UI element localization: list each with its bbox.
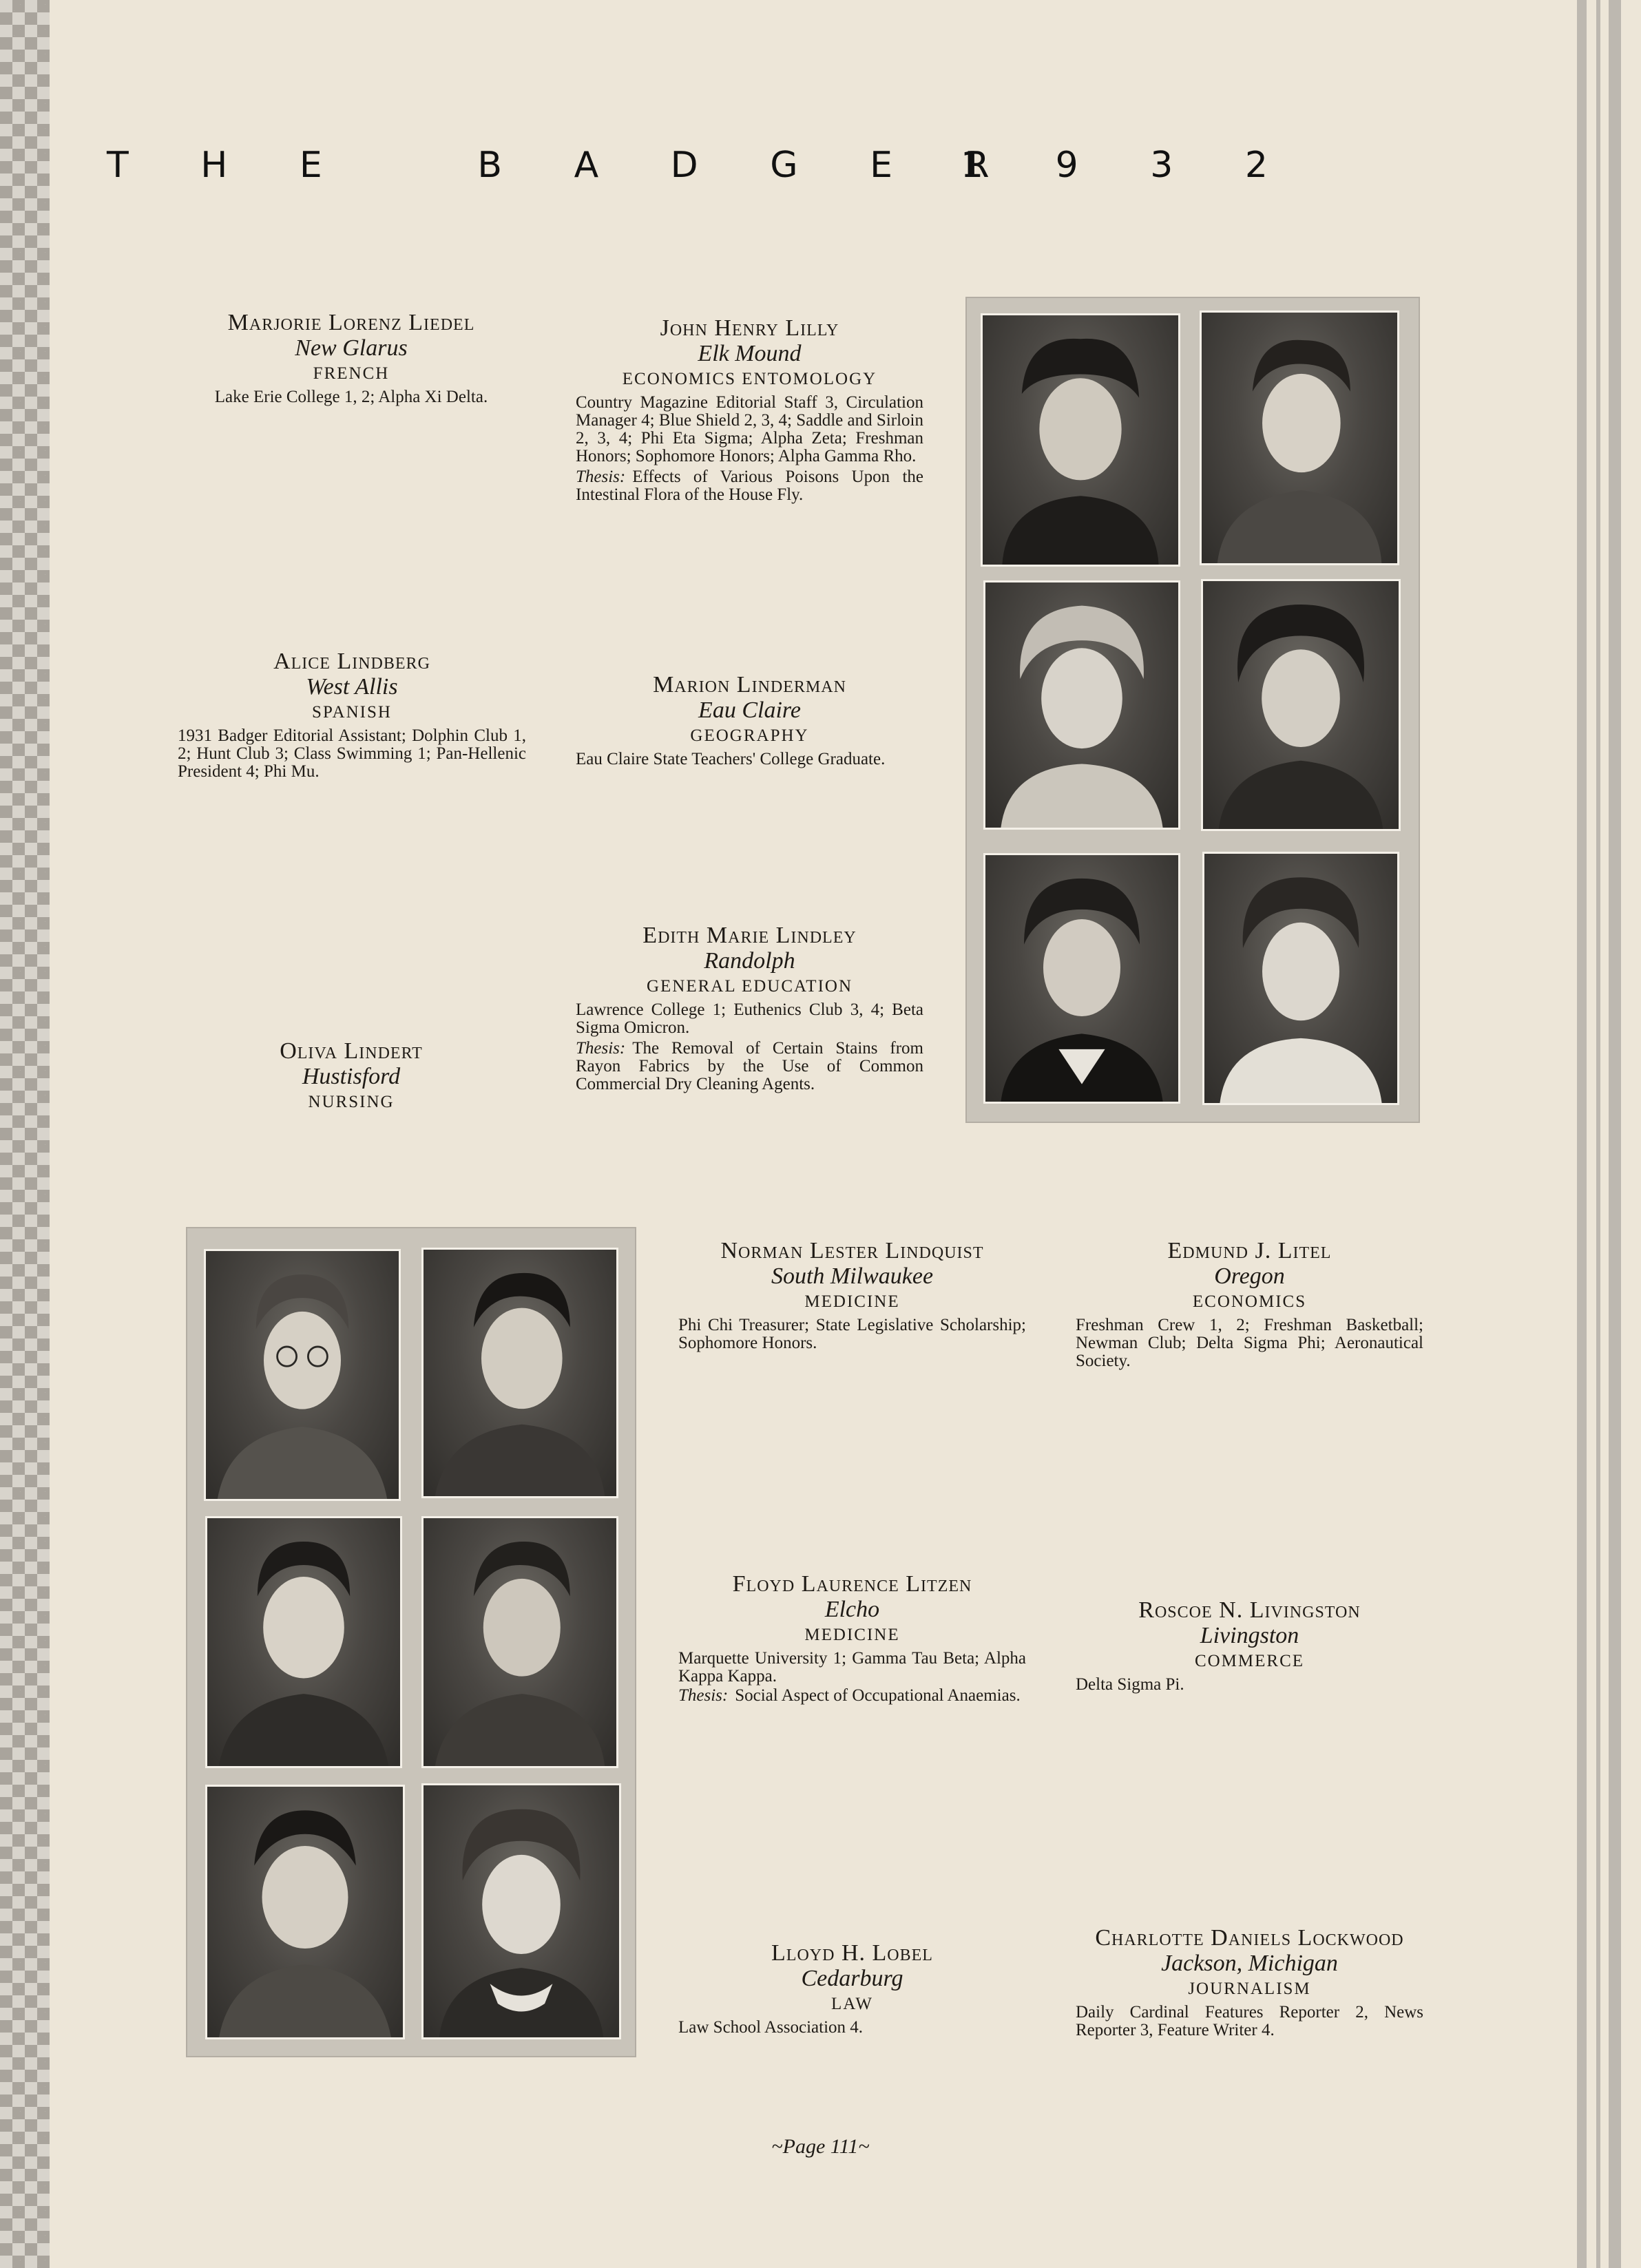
- student-name: Marjorie Lorenz Liedel: [227, 310, 475, 335]
- student-major: ECONOMICS ENTOMOLOGY: [622, 370, 877, 388]
- student-activities: Daily Cardinal Features Reporter 2, News Reporter 3, Feature Writer 4.: [1076, 2003, 1423, 2039]
- student-hometown: Hustisford: [302, 1064, 401, 1089]
- running-year: 1 9 3 2: [961, 145, 1298, 186]
- photo-grid-bottom: [186, 1227, 636, 2057]
- student-thesis: [576, 1040, 923, 1093]
- portrait-photo: [983, 580, 1180, 830]
- student-name: Edith Marie Lindley: [642, 923, 857, 948]
- student-entry: [678, 1238, 1026, 1352]
- student-activities: Law School Association 4.: [678, 2018, 864, 2037]
- right-border-rule-inner: [1596, 0, 1600, 2268]
- student-entry: [576, 315, 923, 504]
- student-activities: Marquette University 1; Gamma Tau Beta; Alpha Kappa Kappa.: [678, 1649, 1026, 1686]
- student-major: GENERAL EDUCATION: [646, 977, 853, 996]
- student-entry: [678, 1571, 1026, 1705]
- student-major: COMMERCE: [1194, 1652, 1305, 1670]
- student-hometown: Cedarburg: [801, 1966, 903, 1991]
- student-activities: Delta Sigma Pi.: [1076, 1675, 1184, 1694]
- student-thesis: [576, 468, 923, 504]
- student-activities: Phi Chi Treasurer; State Legislative Scholarship; Sophomore Honors.: [678, 1316, 1026, 1352]
- decorative-left-border: [0, 0, 50, 2268]
- student-major: MEDICINE: [804, 1626, 900, 1644]
- student-hometown: New Glarus: [295, 335, 408, 361]
- portrait-photo: [205, 1785, 405, 2039]
- student-activities: Country Magazine Editorial Staff 3, Circulation Manager 4; Blue Shield 2, 3, 4; Saddle and Sirloin 2, 3, 4; Phi Eta Sigma; Alpha Zeta; Freshman Honors; Sophomore Honors; Alpha Gamma Rho.: [576, 393, 923, 465]
- student-activities: Eau Claire State Teachers' College Graduate.: [576, 750, 886, 768]
- thesis-title: Social Aspect of Occupational Anaemias.: [735, 1686, 1021, 1705]
- student-name: Roscoe N. Livingston: [1138, 1597, 1361, 1623]
- student-entry: [1076, 1925, 1423, 2039]
- portrait-photo: [205, 1516, 402, 1768]
- student-hometown: South Milwaukee: [771, 1263, 934, 1289]
- portrait-photo: [421, 1783, 621, 2039]
- student-major: GEOGRAPHY: [690, 726, 809, 745]
- student-hometown: Eau Claire: [698, 697, 801, 723]
- student-activities: Lawrence College 1; Euthenics Club 3, 4; Beta Sigma Omicron.: [576, 1000, 923, 1037]
- portrait-photo: [204, 1249, 401, 1501]
- student-hometown: Randolph: [704, 948, 795, 974]
- student-hometown: Jackson, Michigan: [1161, 1951, 1338, 1976]
- student-entry: [576, 923, 923, 1093]
- student-entry: [172, 310, 530, 406]
- student-name: Charlotte Daniels Lockwood: [1095, 1925, 1404, 1951]
- student-hometown: Livingston: [1200, 1623, 1299, 1648]
- student-entry: [207, 1038, 496, 1114]
- student-major: JOURNALISM: [1188, 1980, 1311, 1998]
- student-major: MEDICINE: [804, 1292, 900, 1311]
- student-activities: Freshman Crew 1, 2; Freshman Basketball; Newman Club; Delta Sigma Phi; Aeronautical Society.: [1076, 1316, 1423, 1370]
- right-border-rule-outer: [1609, 0, 1621, 2268]
- thesis-title: Effects of Various Poisons Upon the Intestinal Flora of the House Fly.: [576, 468, 923, 504]
- student-major: FRENCH: [313, 364, 390, 383]
- student-hometown: Elk Mound: [698, 341, 802, 366]
- photo-grid-top: [965, 297, 1420, 1123]
- portrait-photo: [983, 853, 1180, 1104]
- thesis-label: Thesis:: [576, 1039, 626, 1058]
- student-name: Marion Linderman: [653, 672, 846, 697]
- portrait-photo: [421, 1516, 618, 1768]
- running-title: T H E B A D G E R: [107, 145, 1020, 186]
- portrait-photo: [1202, 852, 1399, 1105]
- student-name: Norman Lester Lindquist: [720, 1238, 984, 1263]
- student-entry: [178, 649, 526, 781]
- student-name: Floyd Laurence Litzen: [732, 1571, 972, 1597]
- student-hometown: Elcho: [824, 1597, 880, 1622]
- student-name: John Henry Lilly: [660, 315, 839, 341]
- student-entry: [576, 672, 923, 768]
- student-major: LAW: [831, 1995, 873, 2013]
- portrait-photo: [421, 1248, 618, 1498]
- student-name: Lloyd H. Lobel: [771, 1940, 933, 1966]
- thesis-label: Thesis:: [576, 468, 626, 486]
- portrait-photo: [1201, 579, 1401, 831]
- student-name: Edmund J. Litel: [1167, 1238, 1332, 1263]
- student-major: SPANISH: [312, 703, 392, 722]
- student-thesis: [678, 1687, 1026, 1705]
- student-major: NURSING: [308, 1093, 395, 1111]
- right-border-rule: [1577, 0, 1587, 2268]
- thesis-label: Thesis:: [678, 1686, 729, 1705]
- student-entry: [1076, 1597, 1423, 1694]
- portrait-photo: [981, 313, 1180, 567]
- thesis-title: The Removal of Certain Stains from Rayon Fabrics by the Use of Common Commercial Dry Cleaning Agents.: [576, 1039, 923, 1093]
- student-activities: 1931 Badger Editorial Assistant; Dolphin Club 1, 2; Hunt Club 3; Class Swimming 1; Pan-Hellenic President 4; Phi Mu.: [178, 726, 526, 781]
- portrait-photo: [1200, 311, 1399, 565]
- student-major: ECONOMICS: [1192, 1292, 1307, 1311]
- student-entry: [1076, 1238, 1423, 1370]
- student-name: Oliva Lindert: [280, 1038, 423, 1064]
- student-hometown: Oregon: [1214, 1263, 1285, 1289]
- student-entry: [678, 1940, 1026, 2037]
- student-name: Alice Lindberg: [273, 649, 430, 674]
- page-number: ~Page 111~: [771, 2135, 870, 2158]
- student-activities: Lake Erie College 1, 2; Alpha Xi Delta.: [214, 388, 488, 406]
- student-hometown: West Allis: [306, 674, 398, 700]
